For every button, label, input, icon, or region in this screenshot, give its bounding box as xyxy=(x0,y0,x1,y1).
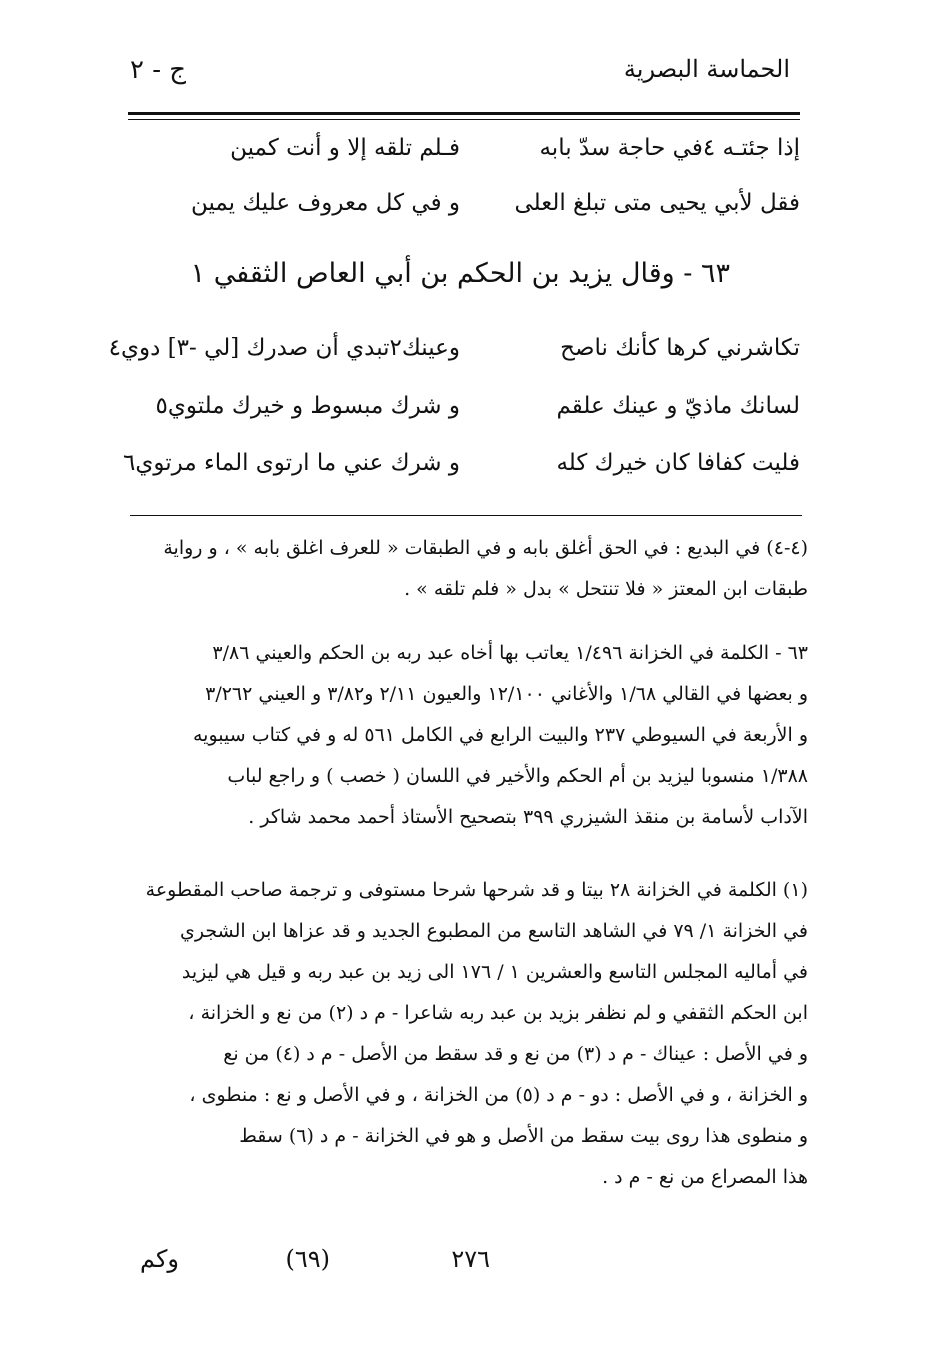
verse-line xyxy=(140,190,800,230)
verse-first-hemistich: إذا جئتـه ٤في حاجة سدّ بابه xyxy=(539,135,800,161)
footnote-line: و الخزانة ، و في الأصل : دو - م د (٥) من الخزانة ، و في الأصل و نع : منطوى ، xyxy=(189,1084,808,1106)
verse-first-hemistich: فليت كفافا كان خيرك كله xyxy=(556,450,800,476)
footnote-line: و الأربعة في السيوطي ٢٣٧ والبيت الرابع في الكامل ٥٦١ له و في كتاب سيبويه xyxy=(192,724,808,746)
header-rule-thin xyxy=(128,119,800,120)
poem-heading: ٦٣ - وقال يزيد بن الحكم بن أبي العاص الثقفي ١ xyxy=(190,258,730,289)
verse-line xyxy=(140,393,800,433)
page-number: ٢٧٦ xyxy=(451,1245,490,1273)
running-title: الحماسة البصرية xyxy=(623,55,790,83)
verse-line xyxy=(108,335,800,375)
running-header xyxy=(130,55,790,95)
verse-second-hemistich: و شرك مبسوط و خيرك ملتوي٥ xyxy=(155,393,460,419)
footnote-line: ١/٣٨٨ منسوبا ليزيد بن أم الحكم والأخير في اللسان ( خصب ) و راجع لباب xyxy=(227,765,808,787)
footnote-block xyxy=(128,633,808,838)
footnote-separator xyxy=(130,515,802,516)
verse-line xyxy=(140,135,800,175)
footnote-line: طبقات ابن المعتز « فلا تنتحل » بدل « فلم تلقه » . xyxy=(404,578,808,600)
catchword: وكم xyxy=(140,1245,179,1273)
verse-first-hemistich: لسانك ماذيّ و عينك علقم xyxy=(556,393,800,419)
verse-second-hemistich: و في كل معروف عليك يمين xyxy=(190,190,460,216)
footnote-line: الآداب لأسامة بن منقذ الشيزري ٣٩٩ بتصحيح الأستاذ أحمد محمد شاكر . xyxy=(248,806,808,828)
page-footer xyxy=(140,1245,660,1285)
footnote-line: في الخزانة ١/ ٧٩ في الشاهد التاسع من المطبوع الجديد و قد عزاها ابن الشجري xyxy=(180,920,808,942)
footnote-block xyxy=(128,528,808,610)
footnote-line: ابن الحكم الثقفي و لم نظفر بزيد بن عبد ربه شاعرا - م د (٢) من نع و الخزانة ، xyxy=(188,1002,808,1024)
footnote-line: (١) الكلمة في الخزانة ٢٨ بيتا و قد شرحها شرحا مستوفى و ترجمة صاحب المقطوعة xyxy=(145,879,808,901)
footnote-line: و بعضها في القالي ١/٦٨ والأغاني ١٢/١٠٠ والعيون ٢/١١ و٣/٨٢ و العيني ٣/٢٦٢ xyxy=(205,683,808,705)
verse-line xyxy=(122,450,800,490)
verse-first-hemistich: تكاشرني كرها كأنك ناصح xyxy=(560,335,800,361)
header-rule-thick xyxy=(128,112,800,115)
footnote-block xyxy=(128,870,808,1198)
volume-label: ج - ٢ xyxy=(130,55,187,85)
signature-number: (٦٩) xyxy=(285,1245,330,1273)
footnote-line: في أماليه المجلس التاسع والعشرين ١ / ١٧٦ الى زيد بن عبد ربه و قيل هي ليزيد xyxy=(181,961,808,983)
verse-first-hemistich: فقل لأبي يحيى متى تبلغ العلى xyxy=(514,190,800,216)
footnote-line: (٤-٤) في البديع : في الحق أغلق بابه و في الطبقات « للعرف اغلق بابه » ، و رواية xyxy=(163,537,808,559)
footnote-line: هذا المصراع من نع - م د . xyxy=(602,1166,808,1188)
verse-second-hemistich: و شرك عني ما ارتوى الماء مرتوي٦ xyxy=(122,450,460,476)
footnote-line: و في الأصل : عيناك - م د (٣) من نع و قد سقط من الأصل - م د (٤) من نع xyxy=(223,1043,808,1065)
verse-second-hemistich: وعينك٢تبدي أن صدرك [لي -٣] دوي٤ xyxy=(108,335,460,361)
footnote-line: ٦٣ - الكلمة في الخزانة ١/٤٩٦ يعاتب بها أخاه عبد ربه بن الحكم والعيني ٣/٨٦ xyxy=(212,642,808,664)
footnote-line: و منطوى هذا روى بيت سقط من الأصل و هو في الخزانة - م د (٦) سقط xyxy=(239,1125,808,1147)
verse-second-hemistich: فـلم تلقه إلا و أنت كمين xyxy=(230,135,460,161)
